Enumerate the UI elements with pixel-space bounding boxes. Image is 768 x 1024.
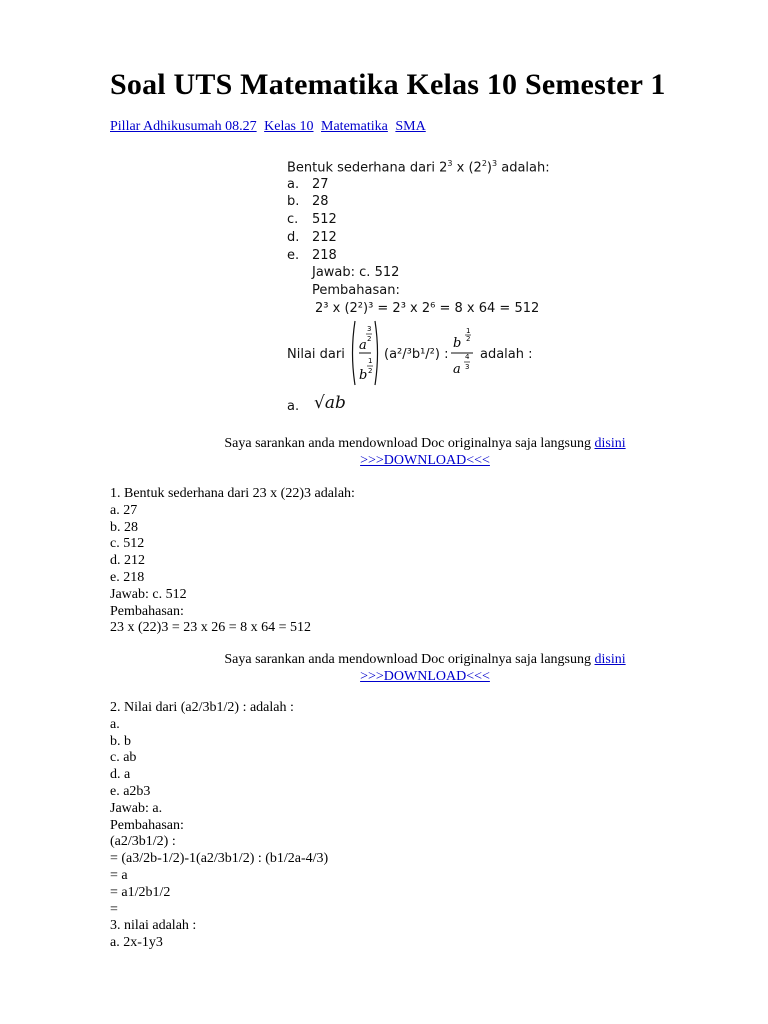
figure-option-letter: d.: [287, 230, 300, 245]
figure-option-value: 212: [312, 230, 337, 245]
figure-discussion-label: Pembahasan:: [312, 283, 400, 298]
figure-question-1: Bentuk sederhana dari $2^3$ x $(2^2)^3$ adalah:: [287, 159, 550, 176]
svg-text:2: 2: [367, 335, 372, 343]
question-2-text: [110, 700, 328, 952]
svg-text:1: 1: [466, 327, 471, 335]
svg-text:1: 1: [368, 357, 373, 365]
svg-text:2: 2: [466, 335, 471, 343]
download-notice: Saya sarankan anda mendownload Doc originalnya saja langsung disini >>>DOWNLOAD<<<: [224, 652, 626, 684]
figure-option-letter: c.: [287, 212, 299, 227]
text-line: c. 512: [110, 536, 145, 552]
disini-link[interactable]: disini: [594, 436, 626, 451]
svg-text:4: 4: [465, 353, 470, 361]
text-line: 3. nilai adalah :: [110, 918, 197, 934]
text-line: e. a2b3: [110, 783, 151, 799]
tag-kelas-10[interactable]: Kelas 10: [264, 119, 314, 134]
svg-text:a: a: [359, 338, 367, 353]
text-line: = (a3/2b-1/2)-1(a2/3b1/2) : (b1/2a-4/3): [110, 851, 329, 867]
figure-option-value: 512: [312, 212, 337, 227]
text-line: 23 x (22)3 = 23 x 26 = 8 x 64 = 512: [110, 620, 312, 636]
figure-option-letter: b.: [287, 194, 300, 209]
text-line: d. a: [110, 767, 131, 783]
text-line: 2. Nilai dari (a2/3b1/2) : adalah :: [110, 700, 294, 715]
figure-option-value: 28: [312, 194, 329, 209]
disini-link[interactable]: disini: [594, 652, 626, 667]
text-line: =: [110, 901, 118, 917]
text-line: = a1/2b1/2: [110, 884, 171, 900]
text-line: d. 212: [110, 553, 145, 569]
download-notice: Saya sarankan anda mendownload Doc originalnya saja langsung disini >>>DOWNLOAD<<<: [224, 436, 626, 468]
text-line: 1. Bentuk sederhana dari 23 x (22)3 adalah:: [110, 486, 355, 501]
text-line: a. 2x-1y3: [110, 935, 163, 951]
text-line: c. ab: [110, 750, 137, 766]
figure-option-letter: a.: [287, 177, 300, 192]
post-meta: [110, 119, 430, 135]
svg-text:3: 3: [465, 363, 470, 371]
fraction-icon: [449, 325, 479, 385]
svg-text:a: a: [453, 362, 461, 377]
text-line: Jawab: c. 512: [110, 586, 187, 602]
figure-solution: 2³ x (2²)³ = 2³ x 2⁶ = 8 x 64 = 512: [315, 301, 540, 316]
text-line: Pembahasan:: [110, 603, 184, 619]
svg-text:3: 3: [367, 325, 372, 333]
text-line: = a: [110, 867, 128, 883]
author-date-link[interactable]: Pillar Adhikusumah 08.27: [110, 119, 257, 134]
figure-question-2-label: Nilai dari: [287, 347, 345, 362]
svg-text:b: b: [359, 368, 368, 383]
text-line: e. 218: [110, 569, 145, 585]
figure-q2-option-a: a.: [287, 399, 300, 414]
text-line: a. 27: [110, 502, 138, 518]
svg-text:b: b: [453, 336, 462, 351]
text-line: (a2/3b1/2) :: [110, 834, 176, 850]
download-link[interactable]: >>>DOWNLOAD<<<: [360, 453, 490, 468]
figure-option-letter: e.: [287, 248, 300, 263]
figure-question-2-middle: (a²/³b¹/²) :: [384, 347, 449, 362]
text-line: Pembahasan:: [110, 817, 184, 833]
tag-matematika[interactable]: Matematika: [321, 119, 388, 134]
page-title: Soal UTS Matematika Kelas 10 Semester 1: [110, 68, 666, 101]
figure-q2-option-a-value: √ab: [314, 393, 346, 413]
text-line: b. 28: [110, 519, 138, 535]
question-1-text: [110, 486, 355, 637]
text-line: b. b: [110, 733, 131, 749]
figure-answer: Jawab: c. 512: [312, 265, 400, 280]
download-link[interactable]: >>>DOWNLOAD<<<: [360, 669, 490, 684]
question-image: [287, 157, 587, 417]
tag-sma[interactable]: SMA: [395, 119, 426, 134]
text-line: Jawab: a.: [110, 800, 163, 816]
figure-question-2-suffix: adalah :: [480, 347, 533, 362]
figure-option-value: 218: [312, 248, 337, 263]
matrix-bracket-icon: [349, 319, 381, 387]
figure-option-value: 27: [312, 177, 329, 192]
text-line: a.: [110, 716, 120, 732]
svg-text:2: 2: [368, 367, 373, 375]
